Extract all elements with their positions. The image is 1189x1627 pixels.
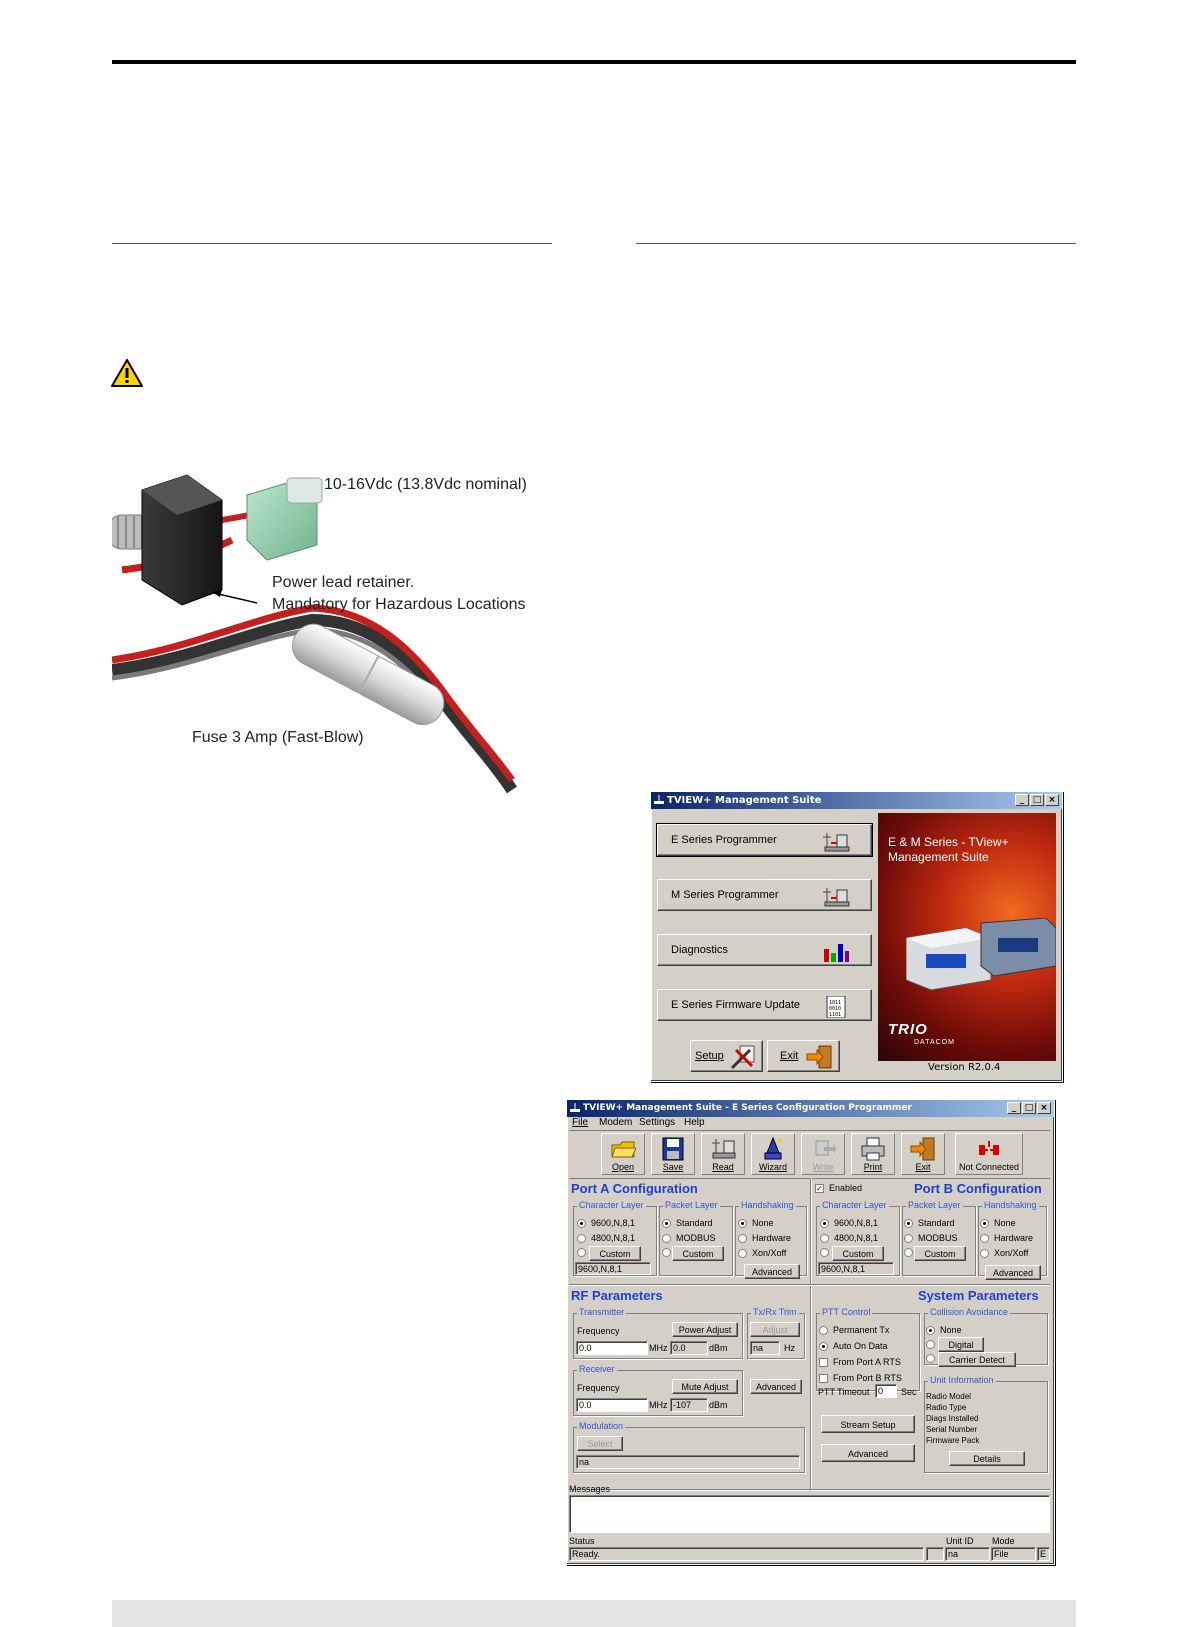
mute-adjust-button[interactable]: Mute Adjust: [672, 1379, 738, 1394]
radio-label: None: [994, 1218, 1016, 1228]
port-b-custom-button[interactable]: Custom: [832, 1246, 884, 1261]
banner-logo-sub: DATACOM: [914, 1039, 955, 1046]
setup-button[interactable]: [690, 1040, 763, 1072]
app-icon: [570, 1103, 580, 1113]
unit-field-radio-model: Radio Model: [926, 1392, 971, 1401]
menu-file[interactable]: File: [572, 1117, 589, 1128]
checkbox-label: From Port A RTS: [833, 1357, 901, 1367]
programmer-icon: [821, 831, 851, 853]
radio-label: MODBUS: [918, 1233, 958, 1243]
group-label: Transmitter: [579, 1307, 625, 1317]
svg-text:1011: 1011: [829, 1000, 842, 1006]
connection-status-label: Not Connected: [958, 1162, 1020, 1172]
radio-products-image: [906, 918, 1056, 993]
radio-label: 4800,N,8,1: [591, 1233, 636, 1243]
radio-read-icon: [710, 1137, 736, 1161]
m-series-programmer-label: M Series Programmer: [671, 889, 779, 901]
unit-field-diags: Diags Installed: [926, 1414, 979, 1423]
close-button[interactable]: ×: [1045, 794, 1059, 806]
radio-label: Hardware: [752, 1233, 792, 1243]
port-a-packet-standard-radio[interactable]: [662, 1218, 713, 1228]
minimize-button[interactable]: _: [1015, 794, 1029, 806]
diagnostics-label: Diagnostics: [671, 944, 728, 956]
rx-frequency-label: Frequency: [577, 1383, 620, 1393]
trim-hz-unit: Hz: [784, 1343, 795, 1353]
tx-power-value: 0.0: [670, 1341, 708, 1355]
port-b-advanced-button[interactable]: Advanced: [985, 1265, 1041, 1280]
group-label: Character Layer: [822, 1200, 887, 1210]
toolbar-save-label: Save: [662, 1162, 684, 1172]
svg-text:1101: 1101: [829, 1012, 842, 1018]
group-label: Tx/Rx Trim: [753, 1307, 797, 1317]
floppy-disk-icon: [660, 1137, 686, 1161]
port-a-hand-none-radio[interactable]: [738, 1218, 774, 1228]
setup-tools-icon: [730, 1044, 758, 1070]
trim-value: na: [750, 1341, 780, 1355]
e-series-programmer-button[interactable]: [657, 824, 872, 856]
radio-label: Xon/Xoff: [752, 1248, 787, 1258]
banner-logo: TRIO: [888, 1021, 928, 1038]
minimize-button[interactable]: _: [1007, 1102, 1021, 1114]
unit-id-label: Unit ID: [946, 1536, 974, 1546]
group-label: Modulation: [579, 1421, 624, 1431]
tx-frequency-label: Frequency: [577, 1326, 620, 1336]
port-a-advanced-button[interactable]: Advanced: [744, 1264, 800, 1279]
group-label: Unit Information: [930, 1375, 994, 1385]
launcher-exit-button[interactable]: [767, 1040, 840, 1072]
ptt-port-a-checkbox[interactable]: [819, 1357, 901, 1367]
toolbar-save-button[interactable]: [651, 1133, 695, 1175]
ptt-port-b-checkbox[interactable]: [819, 1373, 902, 1383]
checkbox-label: From Port B RTS: [833, 1373, 902, 1383]
toolbar-write-button[interactable]: [801, 1133, 845, 1175]
divider: [569, 1489, 1050, 1491]
group-label: Packet Layer: [908, 1200, 961, 1210]
group-label: Character Layer: [579, 1200, 644, 1210]
top-rule: [112, 60, 1076, 64]
maximize-button[interactable]: □: [1022, 1102, 1036, 1114]
port-a-heading: Port A Configuration: [571, 1181, 698, 1196]
radio-label: 9600,N,8,1: [834, 1218, 879, 1228]
port-b-packet-custom-radio[interactable]: [904, 1248, 913, 1257]
port-b-hand-xon-radio[interactable]: [980, 1248, 1028, 1258]
port-a-packet-custom-radio[interactable]: [662, 1248, 671, 1257]
svg-text:0010: 0010: [829, 1006, 842, 1012]
port-b-char-4800-radio[interactable]: [820, 1233, 878, 1243]
unit-field-firmware: Firmware Pack: [926, 1436, 980, 1445]
port-a-packet-modbus-radio[interactable]: [662, 1233, 716, 1243]
radio-label: None: [752, 1218, 774, 1228]
port-a-packet-custom-button[interactable]: Custom: [672, 1246, 724, 1261]
toolbar-wizard-label: Wizard: [758, 1162, 787, 1172]
radio-label: 4800,N,8,1: [834, 1233, 879, 1243]
radio-label: Standard: [676, 1218, 713, 1228]
messages-label: Messages: [569, 1484, 611, 1494]
footer-bar: [112, 1600, 1076, 1627]
maximize-button[interactable]: □: [1030, 794, 1044, 806]
collision-carrier-radio[interactable]: [926, 1354, 935, 1363]
tx-frequency-input[interactable]: 0.0: [576, 1341, 648, 1355]
printer-icon: [860, 1137, 886, 1161]
rx-mhz-unit: MHz: [649, 1400, 668, 1410]
port-b-packet-standard-radio[interactable]: [904, 1218, 955, 1228]
radio-label: MODBUS: [676, 1233, 716, 1243]
status-label: Status: [569, 1536, 595, 1546]
port-a-char-4800-radio[interactable]: [577, 1233, 635, 1243]
exit-door-icon: [910, 1137, 936, 1161]
retainer-label-line1: Power lead retainer.: [272, 574, 415, 591]
fuse-label: Fuse 3 Amp (Fast-Blow): [192, 729, 364, 746]
launcher-titlebar[interactable]: [651, 792, 1062, 809]
power-adjust-button[interactable]: Power Adjust: [672, 1322, 738, 1337]
port-a-hand-xon-radio[interactable]: [738, 1248, 786, 1258]
port-b-heading: Port B Configuration: [914, 1181, 1042, 1196]
trim-adjust-button[interactable]: Adjust: [750, 1322, 800, 1337]
toolbar-exit-button[interactable]: [901, 1133, 945, 1175]
rx-dbm-unit: dBm: [709, 1400, 728, 1410]
menu-help[interactable]: Help: [684, 1117, 705, 1128]
messages-box[interactable]: [569, 1495, 1050, 1533]
launcher-banner: [878, 813, 1056, 1061]
config-title: TVIEW+ Management Suite - E Series Configuration Programmer: [583, 1103, 912, 1113]
toolbar-print-button[interactable]: [851, 1133, 895, 1175]
toolbar-read-label: Read: [712, 1162, 734, 1172]
version-label: Version R2.0.4: [928, 1062, 1001, 1073]
vertical-divider: [810, 1178, 812, 1489]
setup-label: Setup: [695, 1050, 724, 1062]
mode-extra-value: E: [1037, 1547, 1050, 1561]
collision-digital-button[interactable]: Digital: [938, 1337, 984, 1352]
group-label: Packet Layer: [665, 1200, 718, 1210]
warning-icon: [111, 359, 143, 387]
diagnostics-button[interactable]: [657, 934, 872, 966]
close-button[interactable]: ×: [1037, 1102, 1051, 1114]
radio-label: Xon/Xoff: [994, 1248, 1029, 1258]
port-a-hand-hardware-radio[interactable]: [738, 1233, 791, 1243]
rx-advanced-button[interactable]: Advanced: [750, 1379, 802, 1394]
toolbar-read-button[interactable]: [701, 1133, 745, 1175]
system-advanced-button[interactable]: Advanced: [821, 1444, 915, 1462]
tx-dbm-unit: dBm: [709, 1343, 728, 1353]
port-b-char-value: 9600,N,8,1: [818, 1262, 894, 1275]
details-button[interactable]: Details: [949, 1451, 1025, 1466]
voltage-label: 10-16Vdc (13.8Vdc nominal): [324, 476, 527, 493]
tx-mhz-unit: MHz: [649, 1343, 668, 1353]
radio-write-icon: [810, 1137, 836, 1161]
exit-door-icon: [805, 1044, 833, 1070]
radio-label: None: [940, 1325, 962, 1335]
collision-none-radio[interactable]: [926, 1325, 962, 1335]
rx-frequency-input[interactable]: 0.0: [576, 1398, 648, 1412]
collision-digital-radio[interactable]: [926, 1340, 935, 1349]
toolbar-write-label: Write: [812, 1162, 834, 1172]
disconnected-plug-icon: [976, 1137, 1002, 1161]
launcher-exit-label: Exit: [780, 1050, 799, 1062]
connection-status-button[interactable]: [955, 1133, 1023, 1175]
port-b-packet-modbus-radio[interactable]: [904, 1233, 958, 1243]
config-titlebar[interactable]: [567, 1100, 1054, 1117]
port-b-hand-none-radio[interactable]: [980, 1218, 1016, 1228]
status-spacer: [926, 1547, 944, 1561]
port-a-char-9600-radio[interactable]: [577, 1218, 635, 1228]
ptt-permanent-radio[interactable]: [819, 1325, 889, 1335]
radio-label: Standard: [918, 1218, 955, 1228]
group-label: Receiver: [579, 1364, 615, 1374]
stream-setup-button[interactable]: Stream Setup: [821, 1415, 915, 1433]
group-label: Handshaking: [741, 1200, 794, 1210]
banner-title: E & M Series - TView+ Management Suite: [888, 835, 1009, 864]
e-series-programmer-label: E Series Programmer: [671, 834, 777, 846]
menu-modem[interactable]: Modem: [599, 1117, 633, 1128]
unit-field-serial: Serial Number: [926, 1425, 978, 1434]
radio-label: Auto On Data: [833, 1341, 888, 1351]
toolbar-wizard-button[interactable]: [751, 1133, 795, 1175]
toolbar-exit-label: Exit: [915, 1162, 931, 1172]
system-parameters-heading: System Parameters: [918, 1288, 1039, 1303]
rf-parameters-heading: RF Parameters: [571, 1288, 663, 1303]
menu-settings[interactable]: Settings: [639, 1117, 676, 1128]
unit-id-value: na: [945, 1547, 990, 1561]
collision-carrier-button[interactable]: Carrier Detect: [938, 1352, 1016, 1367]
status-value: Ready.: [569, 1547, 924, 1561]
ptt-auto-radio[interactable]: [819, 1341, 888, 1351]
port-a-custom-button[interactable]: Custom: [589, 1246, 641, 1261]
ptt-sec-unit: Sec: [901, 1387, 917, 1397]
launcher-title: TVIEW+ Management Suite: [667, 795, 822, 806]
firmware-update-label: E Series Firmware Update: [671, 999, 800, 1011]
toolbar-print-label: Print: [863, 1162, 883, 1172]
wizard-icon: [760, 1137, 786, 1161]
port-b-enabled-checkbox[interactable]: ✓ Enabled: [816, 1183, 863, 1193]
modulation-select-button[interactable]: Select: [577, 1436, 623, 1451]
radio-label: Permanent Tx: [833, 1325, 890, 1335]
binary-document-icon: [821, 996, 851, 1018]
port-b-char-custom-radio[interactable]: [820, 1248, 829, 1257]
mode-label: Mode: [992, 1536, 1015, 1546]
port-a-char-custom-radio[interactable]: [577, 1248, 586, 1257]
folder-open-icon: [610, 1137, 636, 1161]
port-b-hand-hardware-radio[interactable]: [980, 1233, 1033, 1243]
modulation-value: na: [576, 1455, 800, 1469]
radio-label: 9600,N,8,1: [591, 1218, 636, 1228]
group-label: PTT Control: [822, 1307, 871, 1317]
rx-level-value: -107: [670, 1398, 708, 1412]
unit-field-radio-type: Radio Type: [926, 1403, 967, 1412]
group-label: Collision Avoidance: [930, 1307, 1008, 1317]
left-column-rule: [112, 243, 552, 244]
right-column-rule: [636, 243, 1076, 244]
port-b-char-9600-radio[interactable]: [820, 1218, 878, 1228]
toolbar-open-button[interactable]: [601, 1133, 645, 1175]
divider: [569, 1284, 1050, 1286]
firmware-update-button[interactable]: [657, 989, 872, 1021]
mode-value: File: [991, 1547, 1036, 1561]
retainer-label-line2: Mandatory for Hazardous Locations: [272, 596, 526, 613]
programmer-icon: [821, 886, 851, 908]
port-b-packet-custom-button[interactable]: Custom: [914, 1246, 966, 1261]
checkbox-label: Enabled: [829, 1183, 863, 1193]
ptt-timeout-label: PTT Timeout: [818, 1387, 870, 1397]
toolbar-open-label: Open: [611, 1162, 635, 1172]
power-cable-illustration: [112, 470, 532, 810]
radio-label: Hardware: [994, 1233, 1034, 1243]
m-series-programmer-button[interactable]: [657, 879, 872, 911]
app-icon: [654, 795, 664, 805]
group-label: Handshaking: [984, 1200, 1037, 1210]
port-a-char-value: 9600,N,8,1: [575, 1262, 651, 1275]
bar-chart-icon: [821, 941, 851, 963]
ptt-timeout-input[interactable]: 0: [875, 1384, 897, 1398]
